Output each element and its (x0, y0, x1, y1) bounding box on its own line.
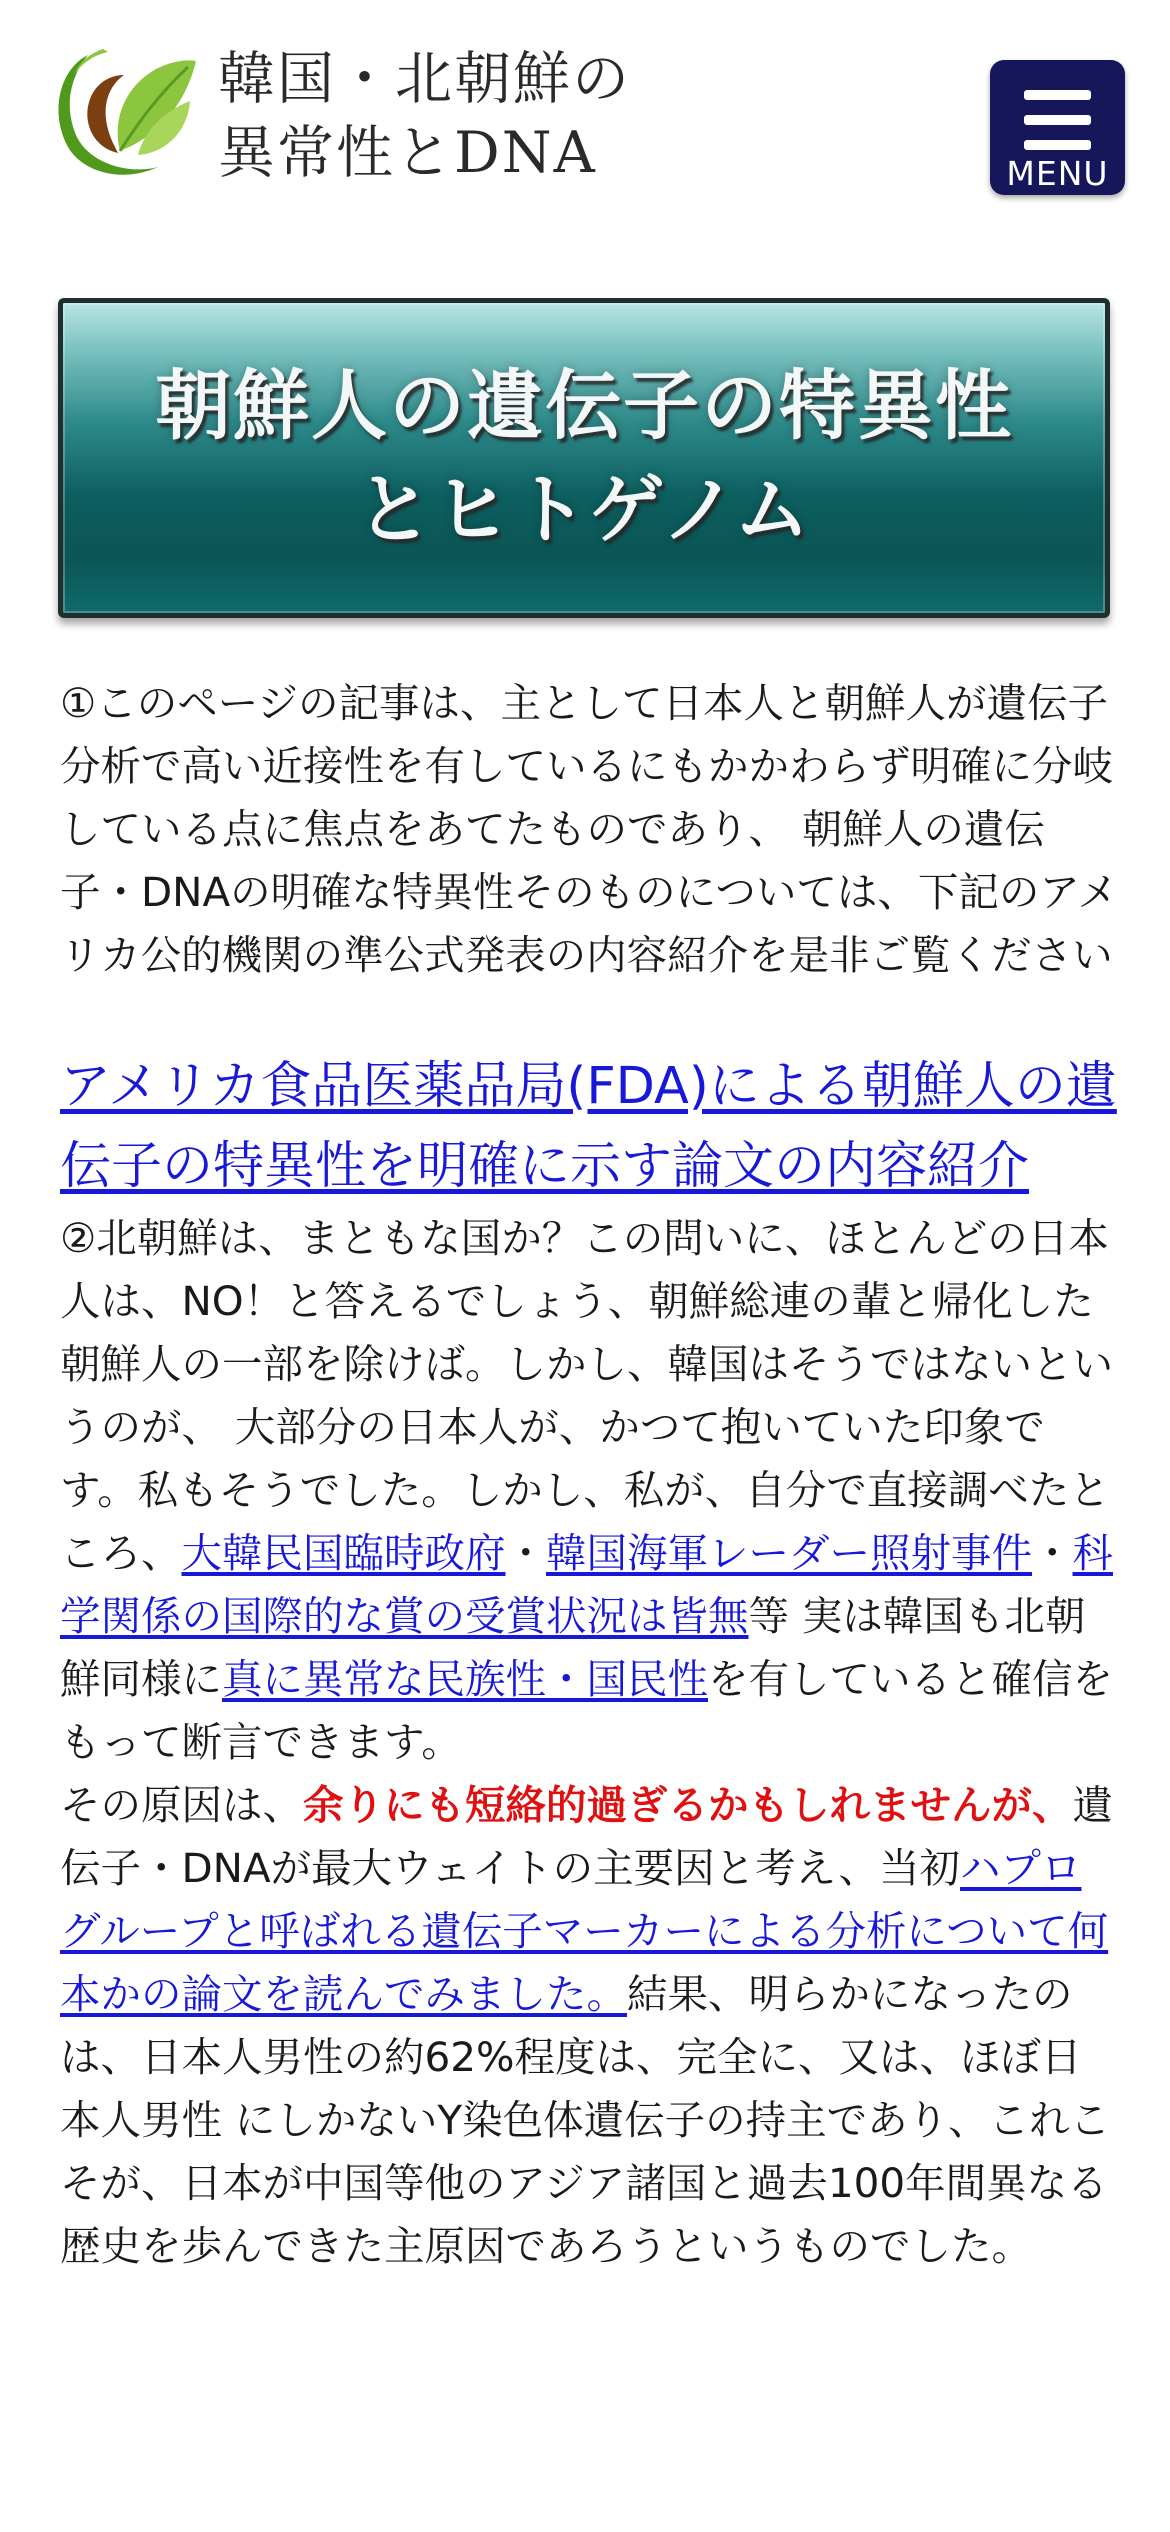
emphasis-text: 余りにも短絡的過ぎるかもしれませんが、 (303, 1781, 1073, 1829)
site-title-line2: 異常性とDNA (218, 120, 597, 186)
menu-button[interactable] (990, 60, 1125, 195)
separator-dot: ・ (505, 1529, 546, 1577)
menu-label: MENU (1006, 154, 1109, 193)
science-awards-link[interactable]: 科学関係の国際的な賞の受賞状況は皆無 (60, 1529, 1113, 1640)
haplogroup-papers-link[interactable]: ハプログループと呼ばれる遺伝子マーカーによる分析について何本かの論文を読んでみました。 (60, 1844, 1109, 2018)
paragraph-text: 結果、明らかになったのは、日本人男性の約62%程度は、完全に、又は、ほぼ日本人男性 にしかないY染色体遺伝子の持主であり、これこそが、日本が中国等他のアジア諸国と過去100年間異なる歴史を歩んできた主原因であろうというものでした。 (60, 1970, 1111, 2270)
abnormal-nationality-link[interactable]: 真に異常な民族性・国民性 (222, 1655, 708, 1703)
site-title[interactable] (218, 42, 631, 190)
provisional-government-link[interactable]: 大韓民国臨時政府 (181, 1529, 506, 1577)
hamburger-icon (1024, 90, 1091, 150)
page-title (155, 354, 1013, 562)
page-title-banner (58, 298, 1110, 618)
paragraph-text: 等 実は韓国も北朝鮮同様に (60, 1592, 1086, 1703)
intro-paragraph: ①このページの記事は、主として日本人と朝鮮人が遺伝子分析で高い近接性を有しているにもかかわらず明確に分岐している点に焦点をあてたものであり、 朝鮮人の遺伝子・DNAの明確な特異性そのものについては、下記のアメリカ公的機関の準公式発表の内容紹介を是非ご覧ください (60, 679, 1118, 979)
separator-dot: ・ (1032, 1529, 1073, 1577)
page-title-line2: とヒトゲノム (356, 465, 812, 554)
fda-paper-link[interactable]: アメリカ食品医薬品局(FDA)による朝鮮人の遺伝子の特異性を明確に示す論文の内容紹介 (60, 1057, 1117, 1196)
paragraph-text: その原因は、 (60, 1781, 303, 1829)
site-title-line1: 韓国・北朝鮮の (218, 46, 631, 112)
paragraph-text: 遺伝子・DNAが最大ウェイトの主要因と考え、当初 (60, 1781, 1113, 1892)
leaf-swirl-logo-icon[interactable] (48, 35, 198, 185)
page-title-line1: 朝鮮人の遺伝子の特異性 (155, 361, 1013, 450)
radar-incident-link[interactable]: 韓国海軍レーダー照射事件 (546, 1529, 1032, 1577)
site-header (0, 0, 1170, 250)
paragraph-text: を有していると確信をもって断言できます。 (60, 1655, 1113, 1766)
article-body (60, 672, 1120, 2278)
north-korea-paragraph (60, 1207, 1120, 1774)
paragraph-text: ②北朝鮮は、まともな国か？この問いに、ほとんどの日本人は、NO！と答えるでしょう、朝鮮総連の輩と帰化した朝鮮人の一部を除けば。しかし、韓国はそうではないというのが、 大部分の日本人が、かつて抱いていた印象です。私もそうでした。しかし、私が、自分で直接調べたところ、 (60, 1214, 1113, 1577)
cause-paragraph (60, 1774, 1120, 2278)
